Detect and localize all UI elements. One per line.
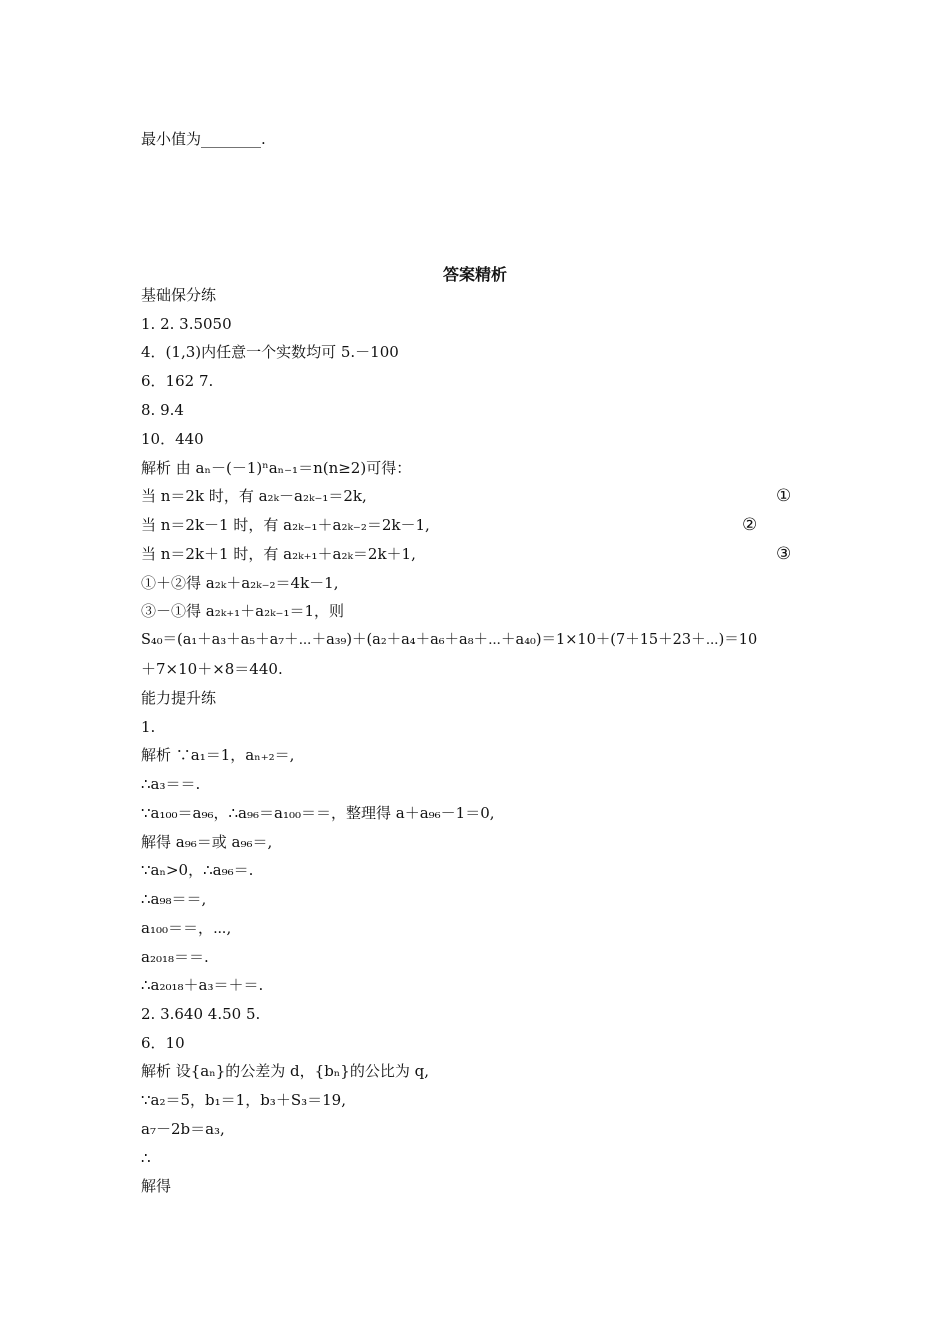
basic-line-12: S₄₀＝(a₁＋a₃＋a₅＋a₇＋⋯＋a₃₉)＋(a₂＋a₄＋a₆＋a₈＋⋯＋a₄₀)＝1×10＋(7＋15＋23＋⋯)＝10: [141, 632, 758, 648]
advanced-line-8: a₁₀₀＝＝，⋯,: [141, 919, 232, 937]
equation-marker-2: ②: [742, 515, 758, 535]
advanced-line-6: ∵aₙ>0，∴a₉₆＝.: [141, 861, 254, 879]
question-tail: 最小值为________.: [141, 130, 266, 148]
basic-line-2: 4．(1,3)内任意一个实数均可 5.－100: [141, 343, 399, 361]
basic-line-6: 解析 由 aₙ－(－1)ⁿaₙ₋₁＝n(n≥2)可得：: [141, 459, 412, 477]
advanced-line-10: ∴a₂₀₁₈＋a₃＝＋＝.: [141, 976, 264, 994]
basic-line-8: 当 n＝2k－1 时，有 a₂ₖ₋₁＋a₂ₖ₋₂＝2k－1,: [141, 516, 430, 534]
advanced-line-13: 解析 设{aₙ}的公差为 d，{bₙ}的公比为 q,: [141, 1062, 429, 1080]
advanced-line-1: 1.: [141, 718, 156, 736]
advanced-line-16: ∴: [141, 1149, 151, 1167]
basic-line-3: 6．162 7.: [141, 372, 214, 390]
advanced-line-14: ∵a₂＝5，b₁＝1，b₃＋S₃＝19,: [141, 1091, 346, 1109]
advanced-line-3: ∴a₃＝＝.: [141, 775, 201, 793]
basic-line-11: ③－①得 a₂ₖ₊₁＋a₂ₖ₋₁＝1，则: [141, 602, 345, 620]
basic-line-10: ①＋②得 a₂ₖ＋a₂ₖ₋₂＝4k－1,: [141, 574, 339, 592]
basic-line-5: 10．440: [141, 430, 204, 448]
equation-marker-3: ③: [776, 544, 792, 564]
advanced-line-4: ∵a₁₀₀＝a₉₆，∴a₉₆＝a₁₀₀＝＝，整理得 a＋a₉₆－1＝0,: [141, 804, 495, 822]
advanced-line-5: 解得 a₉₆＝或 a₉₆＝,: [141, 833, 273, 851]
section-basic-heading: 基础保分练: [141, 286, 217, 304]
advanced-line-2: 解析 ∵a₁＝1，aₙ₊₂＝,: [141, 746, 295, 764]
equation-marker-1: ①: [776, 486, 792, 506]
basic-line-4: 8. 9.4: [141, 401, 184, 419]
section-advanced-heading: 能力提升练: [141, 689, 217, 707]
advanced-line-11: 2. 3.640 4.50 5.: [141, 1005, 261, 1023]
advanced-line-9: a₂₀₁₈＝＝.: [141, 948, 209, 966]
advanced-line-12: 6．10: [141, 1034, 185, 1052]
answer-title: 答案精析: [442, 265, 507, 284]
advanced-line-15: a₇－2b＝a₃,: [141, 1120, 225, 1138]
basic-line-13: ＋7×10＋×8＝440.: [141, 660, 283, 678]
basic-line-7: 当 n＝2k 时，有 a₂ₖ－a₂ₖ₋₁＝2k,: [141, 487, 367, 505]
basic-line-9: 当 n＝2k＋1 时，有 a₂ₖ₊₁＋a₂ₖ＝2k＋1,: [141, 545, 416, 563]
advanced-line-7: ∴a₉₈＝＝,: [141, 890, 207, 908]
advanced-line-17: 解得: [141, 1177, 172, 1195]
basic-line-1: 1. 2. 3.5050: [141, 315, 232, 333]
